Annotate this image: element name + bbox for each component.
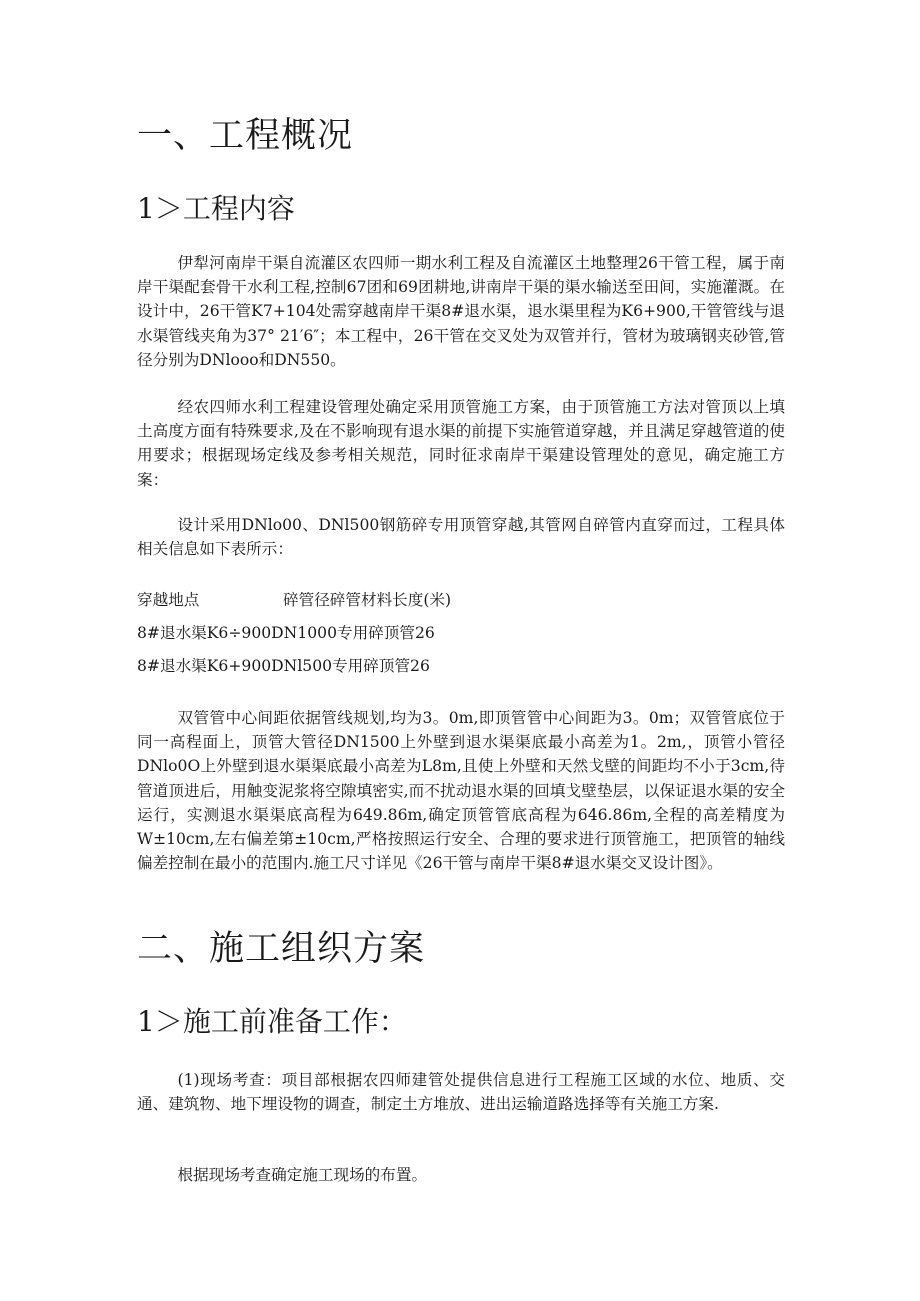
section-1-title: 一、工程概况 [137, 116, 354, 156]
paragraph-elevation-details: 双管管中心间距依据管线规划,均为3。0m,即顶管管中心间距为3。0m；双管管底位于同一高程面上，顶管大管径DN1500上外壁到退水渠渠底最小高差为1。2m,，顶管小管径DNlo0O上外壁到退水渠渠底最小高差为L8m,且使上外壁和天然戈壁的间距均不小于3cm,待管道顶进后，用触变泥浆将空隙填密实,而不扰动退水渠的回填戈壁垫层，以保证退水渠的安全运行，实测退水渠渠底高程为649.86m,确定顶管管底高程为646.86m,全程的高差精度为W±10cm,左右偏差第±10cm,严格按照运行安全、合理的要求进行顶管施工，把顶管的轴线偏差控制在最小的范围内.施工尺寸详见《26干管与南岸干渠8#退水渠交叉设计图》。 [137, 709, 785, 873]
subsection-2-1-title: 1＞施工前准备工作： [137, 1005, 407, 1038]
table-header-pipe-info: 碎管径碎管材料长度(米) [283, 591, 452, 609]
table-row: 8#退水渠K6÷900DN1000专用碎顶管26 [137, 624, 435, 642]
paragraph-design-pipes: 设计采用DNlo00、DNl500钢筋碎专用顶管穿越,其管网自碎管内直穿而过，工程具体相关信息如下表所示： [137, 516, 785, 559]
paragraph-site-survey: (1)现场考查：项目部根据农四师建管处提供信息进行工程施工区域的水位、地质、交通、建筑物、地下埋设物的调查，制定土方堆放、进出运输道路选择等有关施工方案. [137, 1071, 785, 1114]
subsection-1-1-title: 1＞工程内容 [137, 192, 295, 225]
table-header-location: 穿越地点 [137, 591, 200, 609]
table-row: 8#退水渠K6+900DNl500专用碎顶管26 [137, 657, 430, 675]
table-header-row [137, 589, 451, 611]
paragraph-project-content: 伊犁河南岸干渠自流灌区农四师一期水利工程及自流灌区土地整理26干管工程，属于南岸干渠配套骨干水利工程,控制67团和69团耕地,讲南岸干渠的渠水输送至田间，实施灌溉。在设计中，26干管K7+104处需穿越南岸干渠8#退水渠，退水渠里程为K6+900,干管管线与退水渠管线夹角为37° 21′6″；本工程中，26干管在交叉处为双管并行，管材为玻璃钢夹砂管,管径分别为DNlooo和DN550。 [137, 254, 785, 369]
paragraph-site-layout: 根据现场考查确定施工现场的布置。 [177, 1166, 428, 1184]
section-2-title: 二、施工组织方案 [137, 929, 426, 969]
paragraph-jacking-decision: 经农四师水利工程建设管理处确定采用顶管施工方案，由于顶管施工方法对管顶以上填土高度方面有特殊要求,及在不影响现有退水渠的前提下实施管道穿越，并且满足穿越管道的使用要求；根据现场定线及参考相关规范，同时征求南岸干渠建设管理处的意见，确定施工方案： [137, 398, 785, 489]
